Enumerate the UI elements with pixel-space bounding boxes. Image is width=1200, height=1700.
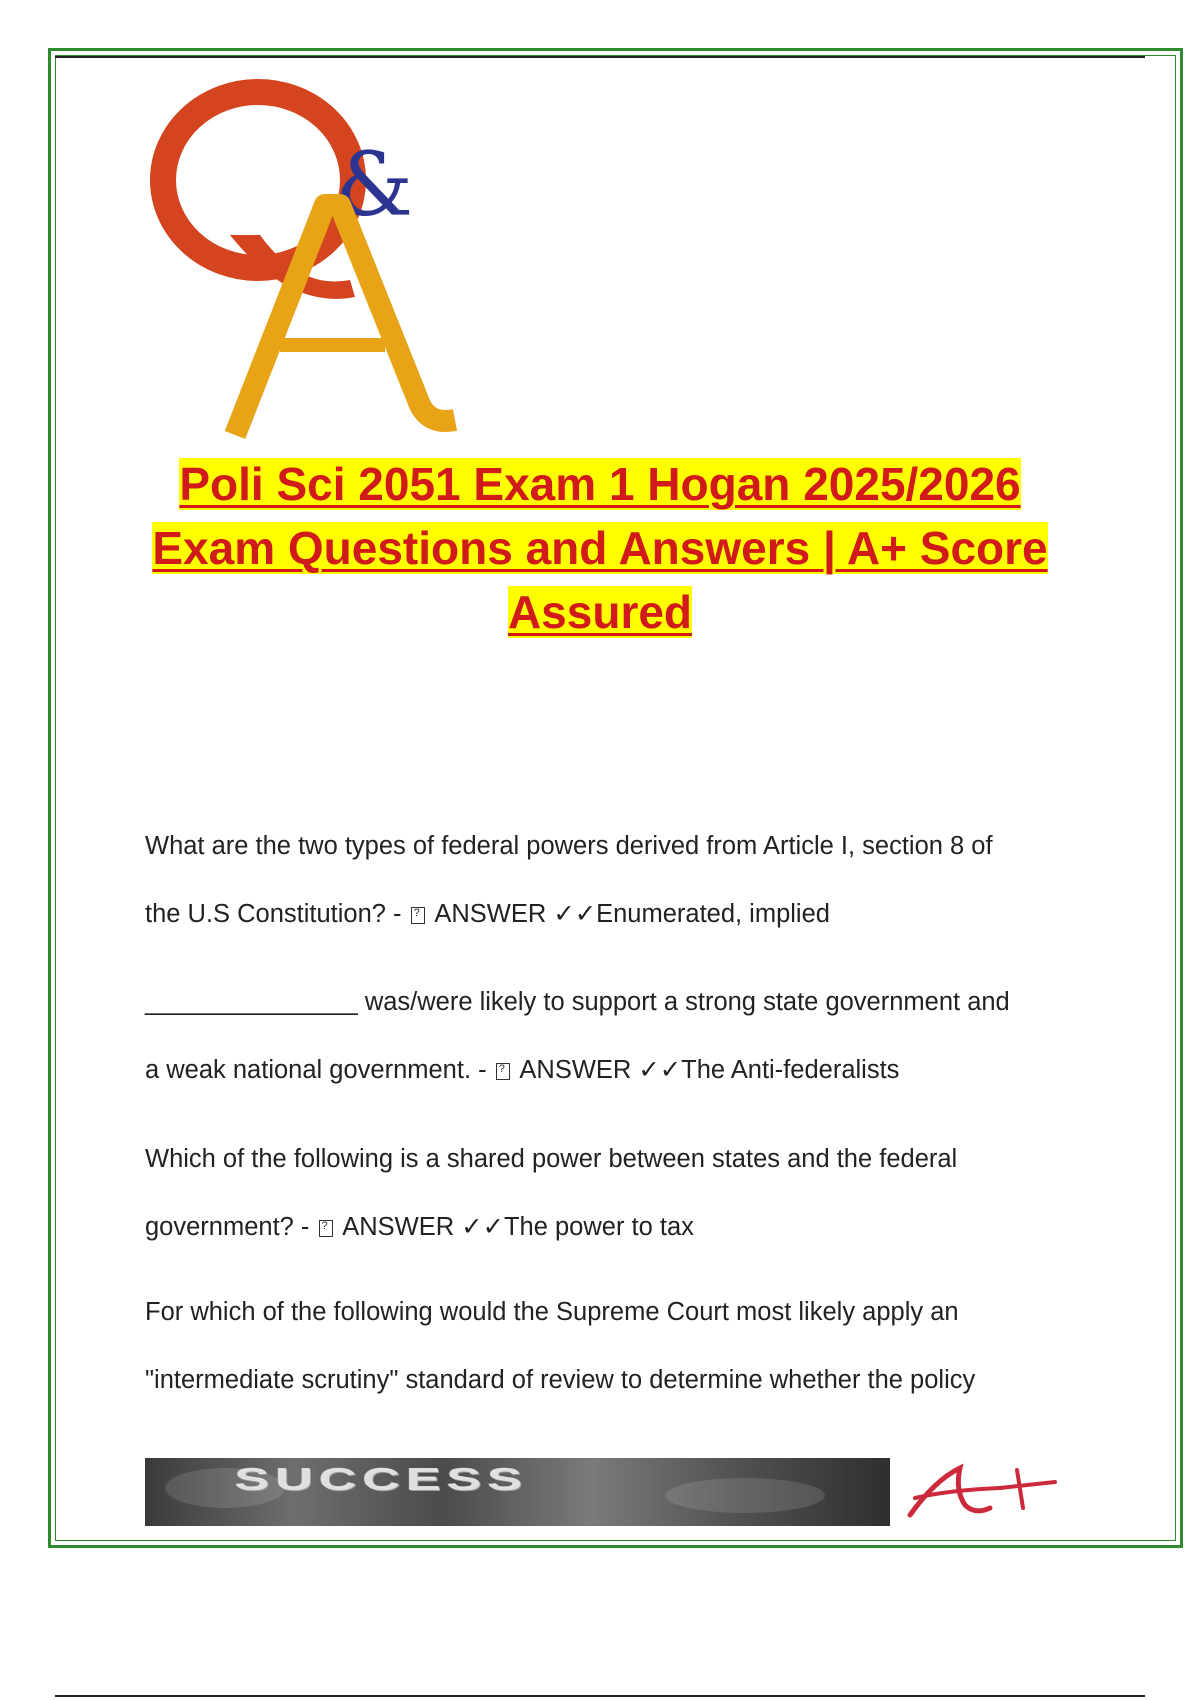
qa-item-2 — [145, 968, 1105, 1104]
a-plus-grade-mark — [905, 1460, 1065, 1520]
q-and-a-logo — [140, 75, 470, 445]
bottom-rule — [55, 1695, 1145, 1697]
double-check-icon: ✓✓ — [553, 899, 597, 929]
double-check-icon: ✓✓ — [461, 1212, 504, 1242]
missing-glyph-icon — [411, 907, 425, 924]
title-line-1: Poli Sci 2051 Exam 1 Hogan 2025/2026 — [179, 458, 1021, 510]
answer-text: Enumerated, implied — [596, 900, 830, 928]
qa-item-3 — [145, 1125, 1105, 1261]
answer-label: ANSWER — [519, 1056, 632, 1084]
svg-text:&: & — [335, 133, 414, 236]
top-rule — [55, 56, 1145, 58]
title-line-3: Assured — [507, 586, 693, 638]
answer-text: The power to tax — [503, 1213, 694, 1241]
question-line: the U.S Constitution? - — [145, 900, 409, 928]
logo-a-letter — [235, 205, 455, 435]
question-line: For which of the following would the Supreme Court most likely apply an — [145, 1298, 959, 1326]
double-check-icon: ✓✓ — [638, 1055, 682, 1085]
question-line-with-answer — [145, 1193, 1105, 1261]
question-line: a weak national government. - — [145, 1056, 494, 1084]
question-line: government? - — [145, 1213, 317, 1241]
chalk-smudge — [665, 1478, 825, 1513]
success-banner — [145, 1458, 890, 1526]
question-line-with-answer — [145, 1036, 1105, 1104]
question-line: Which of the following is a shared power between states and the federal — [145, 1145, 958, 1173]
question-line-with-answer — [145, 880, 1105, 948]
missing-glyph-icon — [496, 1063, 510, 1080]
document-title — [120, 452, 1080, 644]
missing-glyph-icon — [319, 1220, 333, 1237]
title-line-2: Exam Questions and Answers | A+ Score — [152, 522, 1048, 574]
question-line: _______________ was/were likely to support a strong state government and — [145, 988, 1010, 1016]
qa-item-1 — [145, 812, 1105, 948]
question-line: What are the two types of federal powers derived from Article I, section 8 of — [145, 832, 993, 860]
question-line: "intermediate scrutiny" standard of review to determine whether the policy — [145, 1366, 976, 1394]
qa-item-4 — [145, 1278, 1105, 1414]
answer-label: ANSWER — [434, 900, 547, 928]
answer-text: The Anti-federalists — [681, 1056, 900, 1084]
answer-label: ANSWER — [342, 1213, 455, 1241]
success-banner-text: SUCCESS — [235, 1462, 529, 1498]
